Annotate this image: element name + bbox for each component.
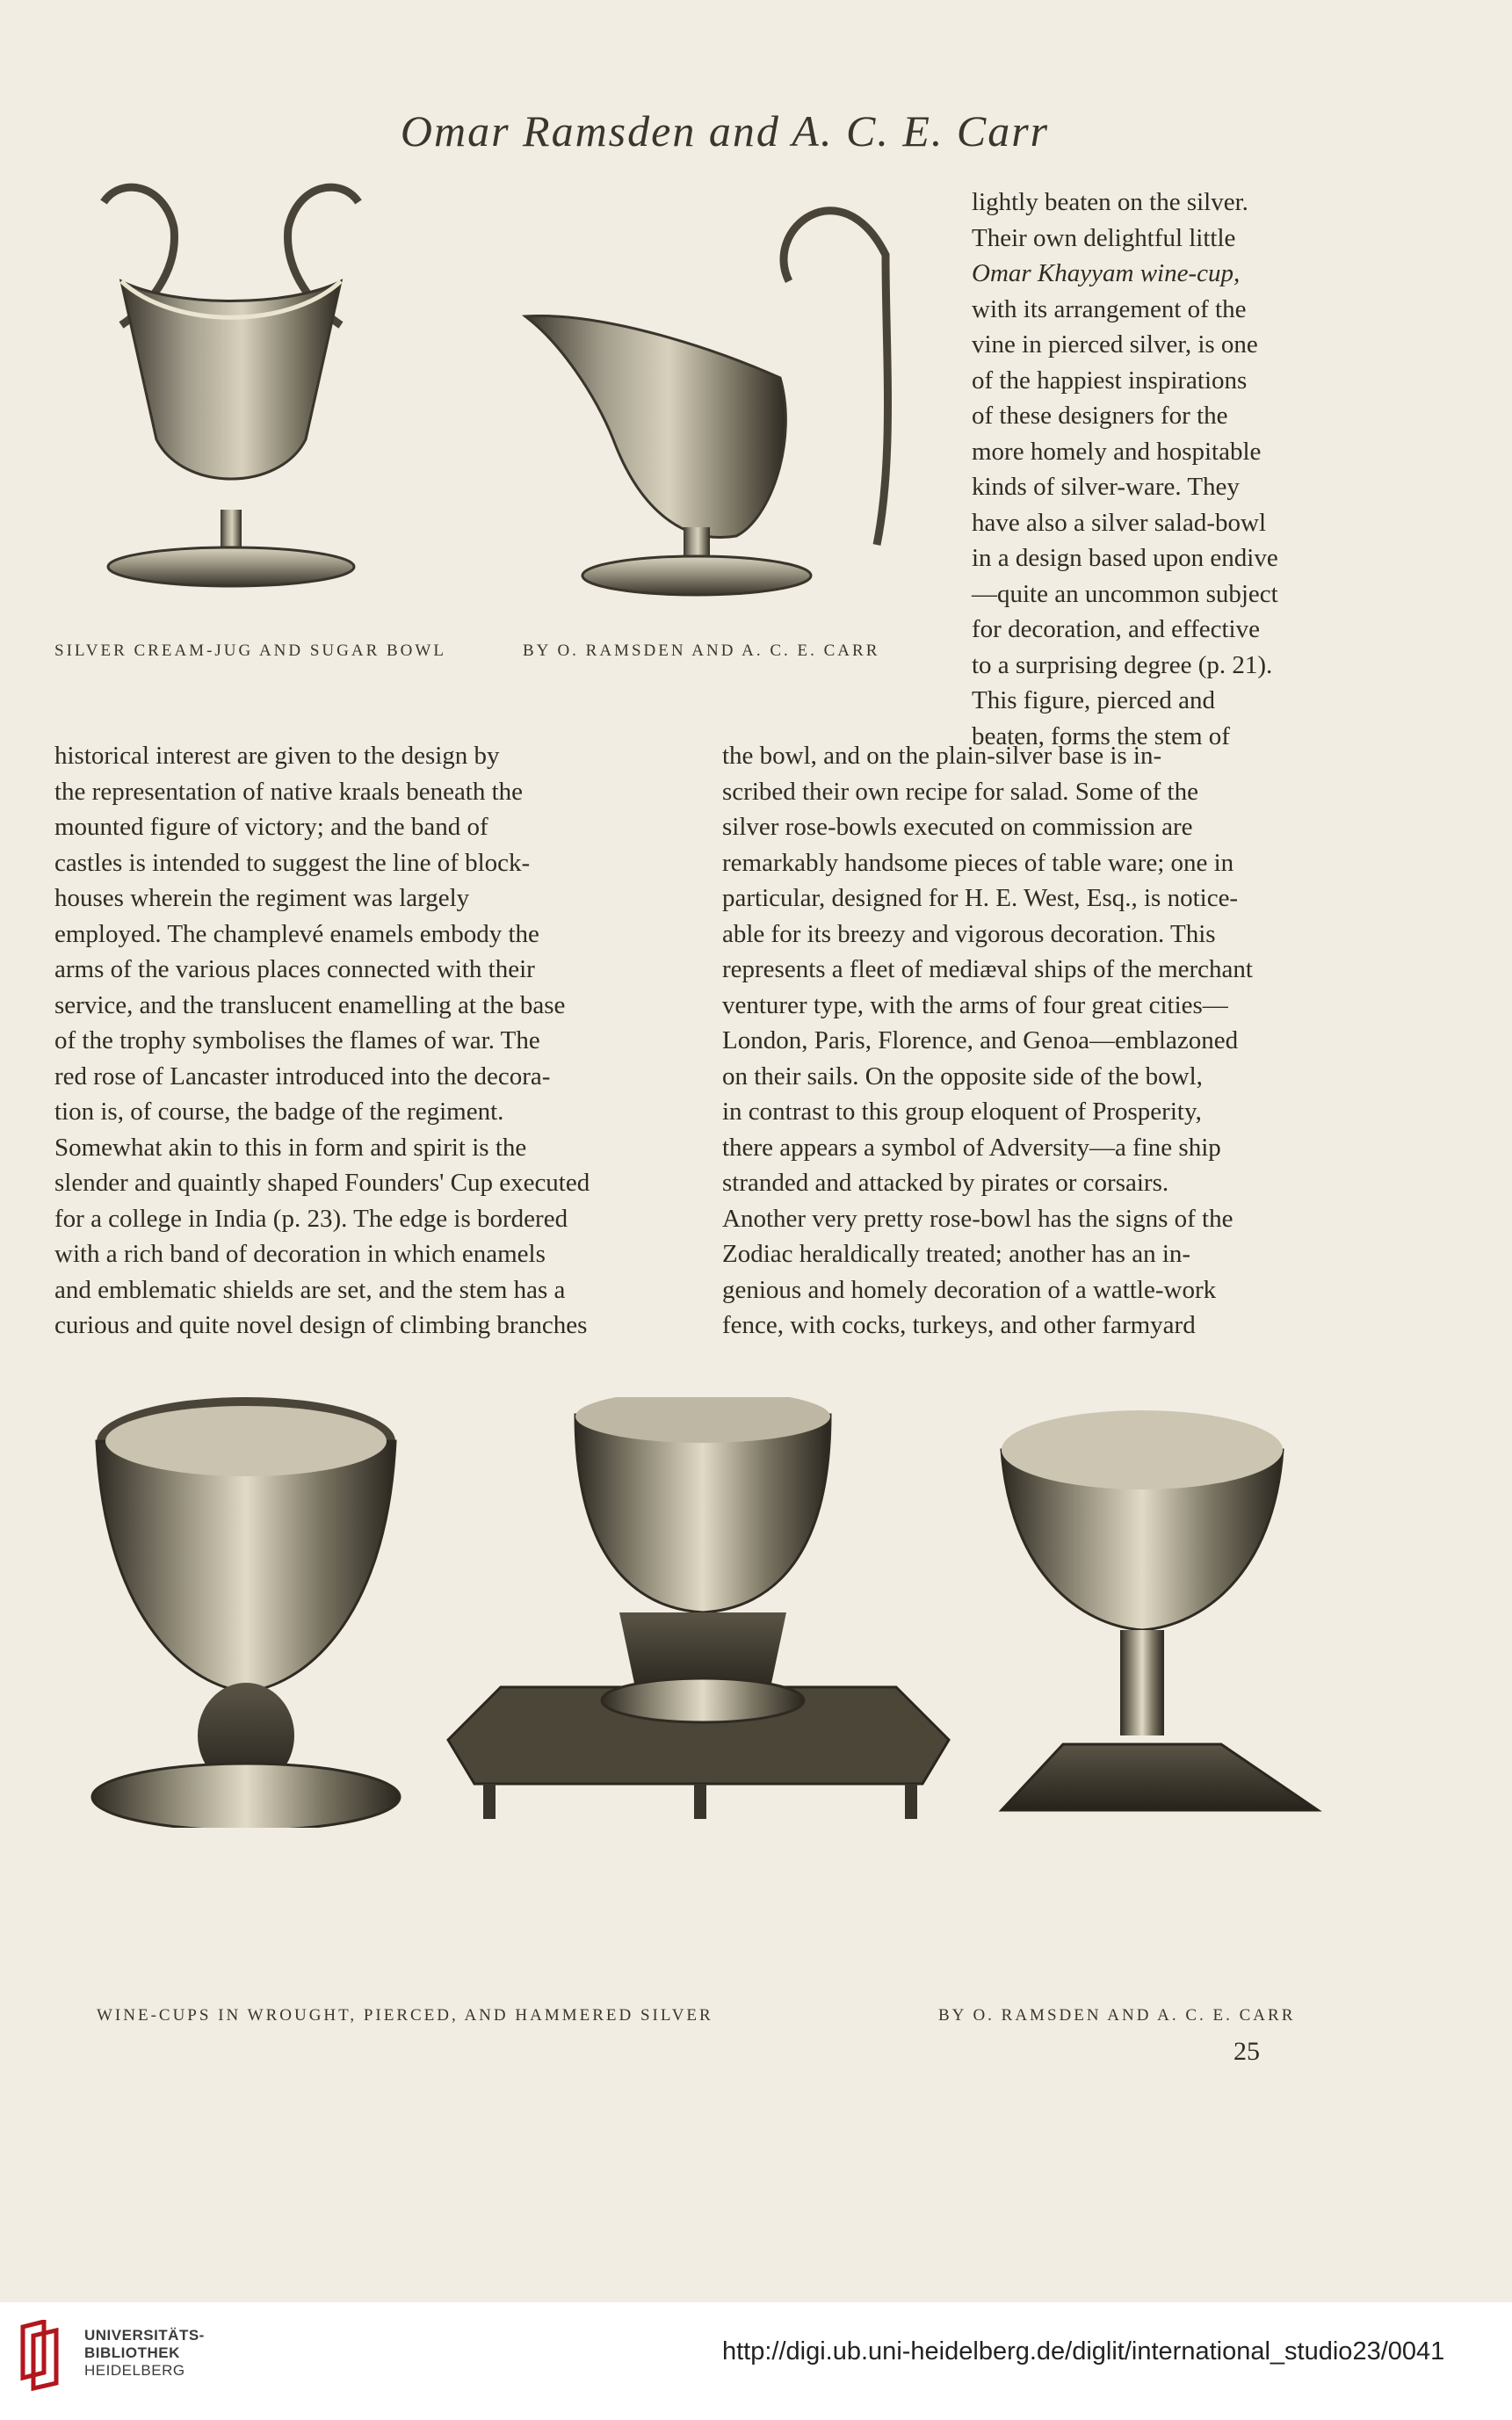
repository-footer: [0, 2302, 1512, 2420]
page-number: 25: [1233, 2037, 1260, 2066]
library-name-line: BIBLIOTHEK: [84, 2344, 180, 2361]
text-line: represents a fleet of mediæval ships of the merchant: [722, 955, 1253, 983]
library-name-line: HEIDELBERG: [84, 2362, 185, 2379]
text-line: the bowl, and on the plain-silver base is in-: [722, 742, 1162, 770]
text-line: castles is intended to suggest the line of block-: [54, 848, 531, 877]
text-line: in contrast to this group eloquent of Prosperity,: [722, 1098, 1202, 1126]
running-head: Omar Ramsden and A. C. E. Carr: [400, 106, 1050, 156]
text-line: the representation of native kraals beneath the: [54, 777, 524, 806]
text-line: genious and homely decoration of a wattle-work: [722, 1275, 1217, 1304]
text-line: of the trophy symbolises the flames of war. The: [54, 1026, 540, 1054]
text-line: with a rich band of decoration in which enamels: [54, 1240, 546, 1268]
sugar-bowl: [104, 187, 358, 586]
text-line: red rose of Lancaster introduced into the decora-: [54, 1061, 551, 1090]
text-line: scribed their own recipe for salad. Some of the: [722, 777, 1198, 806]
photo-sugar-bowl-and-cream-jug: [69, 176, 912, 615]
text-line: London, Paris, Florence, and Genoa—emblazoned: [722, 1026, 1239, 1054]
text-column-left: [54, 738, 691, 1344]
text-line: This figure, pierced and: [972, 686, 1216, 714]
wine-cup-right: [1002, 1410, 1318, 1810]
caption-bottom-left: WINE-CUPS IN WROUGHT, PIERCED, AND HAMMERED SILVER: [97, 2006, 713, 2025]
text-line: tion is, of course, the badge of the regiment.: [54, 1098, 504, 1126]
text-line: Omar Khayyam wine-cup,: [972, 259, 1241, 287]
caption-top-left: SILVER CREAM-JUG AND SUGAR BOWL: [54, 641, 446, 660]
text-line: houses wherein the regiment was largely: [54, 884, 470, 912]
caption-top-right: BY O. RAMSDEN AND A. C. E. CARR: [523, 641, 880, 660]
text-line: remarkably handsome pieces of table ware; one in: [722, 848, 1234, 877]
text-line: more homely and hospitable: [972, 437, 1262, 466]
text-line: Their own delightful little: [972, 223, 1236, 252]
text-line: stranded and attacked by pirates or corsairs.: [722, 1169, 1169, 1197]
text-line: and emblematic shields are set, and the stem has a: [54, 1275, 566, 1304]
text-line: lightly beaten on the silver.: [972, 188, 1248, 216]
photo-wine-cups: [88, 1397, 1335, 1828]
text-line: vine in pierced silver, is one: [972, 330, 1258, 359]
library-name-line: UNIVERSITÄTS-: [84, 2327, 205, 2344]
text-column-right: [722, 738, 1328, 1344]
text-line: there appears a symbol of Adversity—a fine ship: [722, 1133, 1221, 1162]
text-line: in a design based upon endive: [972, 544, 1278, 572]
text-line: historical interest are given to the design by: [54, 742, 500, 770]
text-line: employed. The champlevé enamels embody the: [54, 919, 539, 948]
text-line: on their sails. On the opposite side of the bowl,: [722, 1061, 1203, 1090]
text-line: arms of the various places connected with their: [54, 955, 535, 983]
text-line: able for its breezy and vigorous decoration. This: [722, 919, 1216, 948]
text-line: of the happiest inspirations: [972, 366, 1248, 395]
cream-jug: [525, 211, 888, 595]
library-logo-icon: [18, 2320, 67, 2392]
text-column-top-right: [972, 185, 1328, 754]
text-line: kinds of silver-ware. They: [972, 473, 1240, 501]
source-url-link[interactable]: http://digi.ub.uni-heidelberg.de/diglit/international_studio23/0041: [722, 2337, 1445, 2366]
text-line: for decoration, and effective: [972, 615, 1260, 643]
text-line: with its arrangement of the: [972, 294, 1247, 323]
text-line: venturer type, with the arms of four great cities—: [722, 990, 1228, 1019]
text-line: silver rose-bowls executed on commission are: [722, 813, 1193, 841]
text-line: have also a silver salad-bowl: [972, 508, 1267, 537]
text-line: Somewhat akin to this in form and spirit is the: [54, 1133, 527, 1162]
text-line: of these designers for the: [972, 402, 1228, 430]
text-line: to a surprising degree (p. 21).: [972, 650, 1273, 679]
caption-bottom-right: BY O. RAMSDEN AND A. C. E. CARR: [938, 2006, 1296, 2025]
wine-cup-center: [448, 1397, 949, 1819]
text-line: —quite an uncommon subject: [972, 579, 1278, 608]
text-line: fence, with cocks, turkeys, and other farmyard: [722, 1311, 1196, 1339]
text-line: beaten, forms the stem of: [972, 721, 1230, 750]
text-line: curious and quite novel design of climbing branches: [54, 1311, 588, 1339]
text-line: for a college in India (p. 23). The edge is bordered: [54, 1204, 568, 1233]
text-line: mounted figure of victory; and the band of: [54, 813, 488, 841]
text-line: Another very pretty rose-bowl has the signs of the: [722, 1204, 1233, 1233]
text-line: slender and quaintly shaped Founders' Cup executed: [54, 1169, 590, 1197]
text-line: particular, designed for H. E. West, Esq., is notice-: [722, 884, 1239, 912]
text-line: service, and the translucent enamelling at the base: [54, 990, 566, 1019]
library-name: [84, 2327, 205, 2380]
wine-cup-left: [92, 1397, 400, 1828]
text-line: Zodiac heraldically treated; another has an in-: [722, 1240, 1191, 1268]
